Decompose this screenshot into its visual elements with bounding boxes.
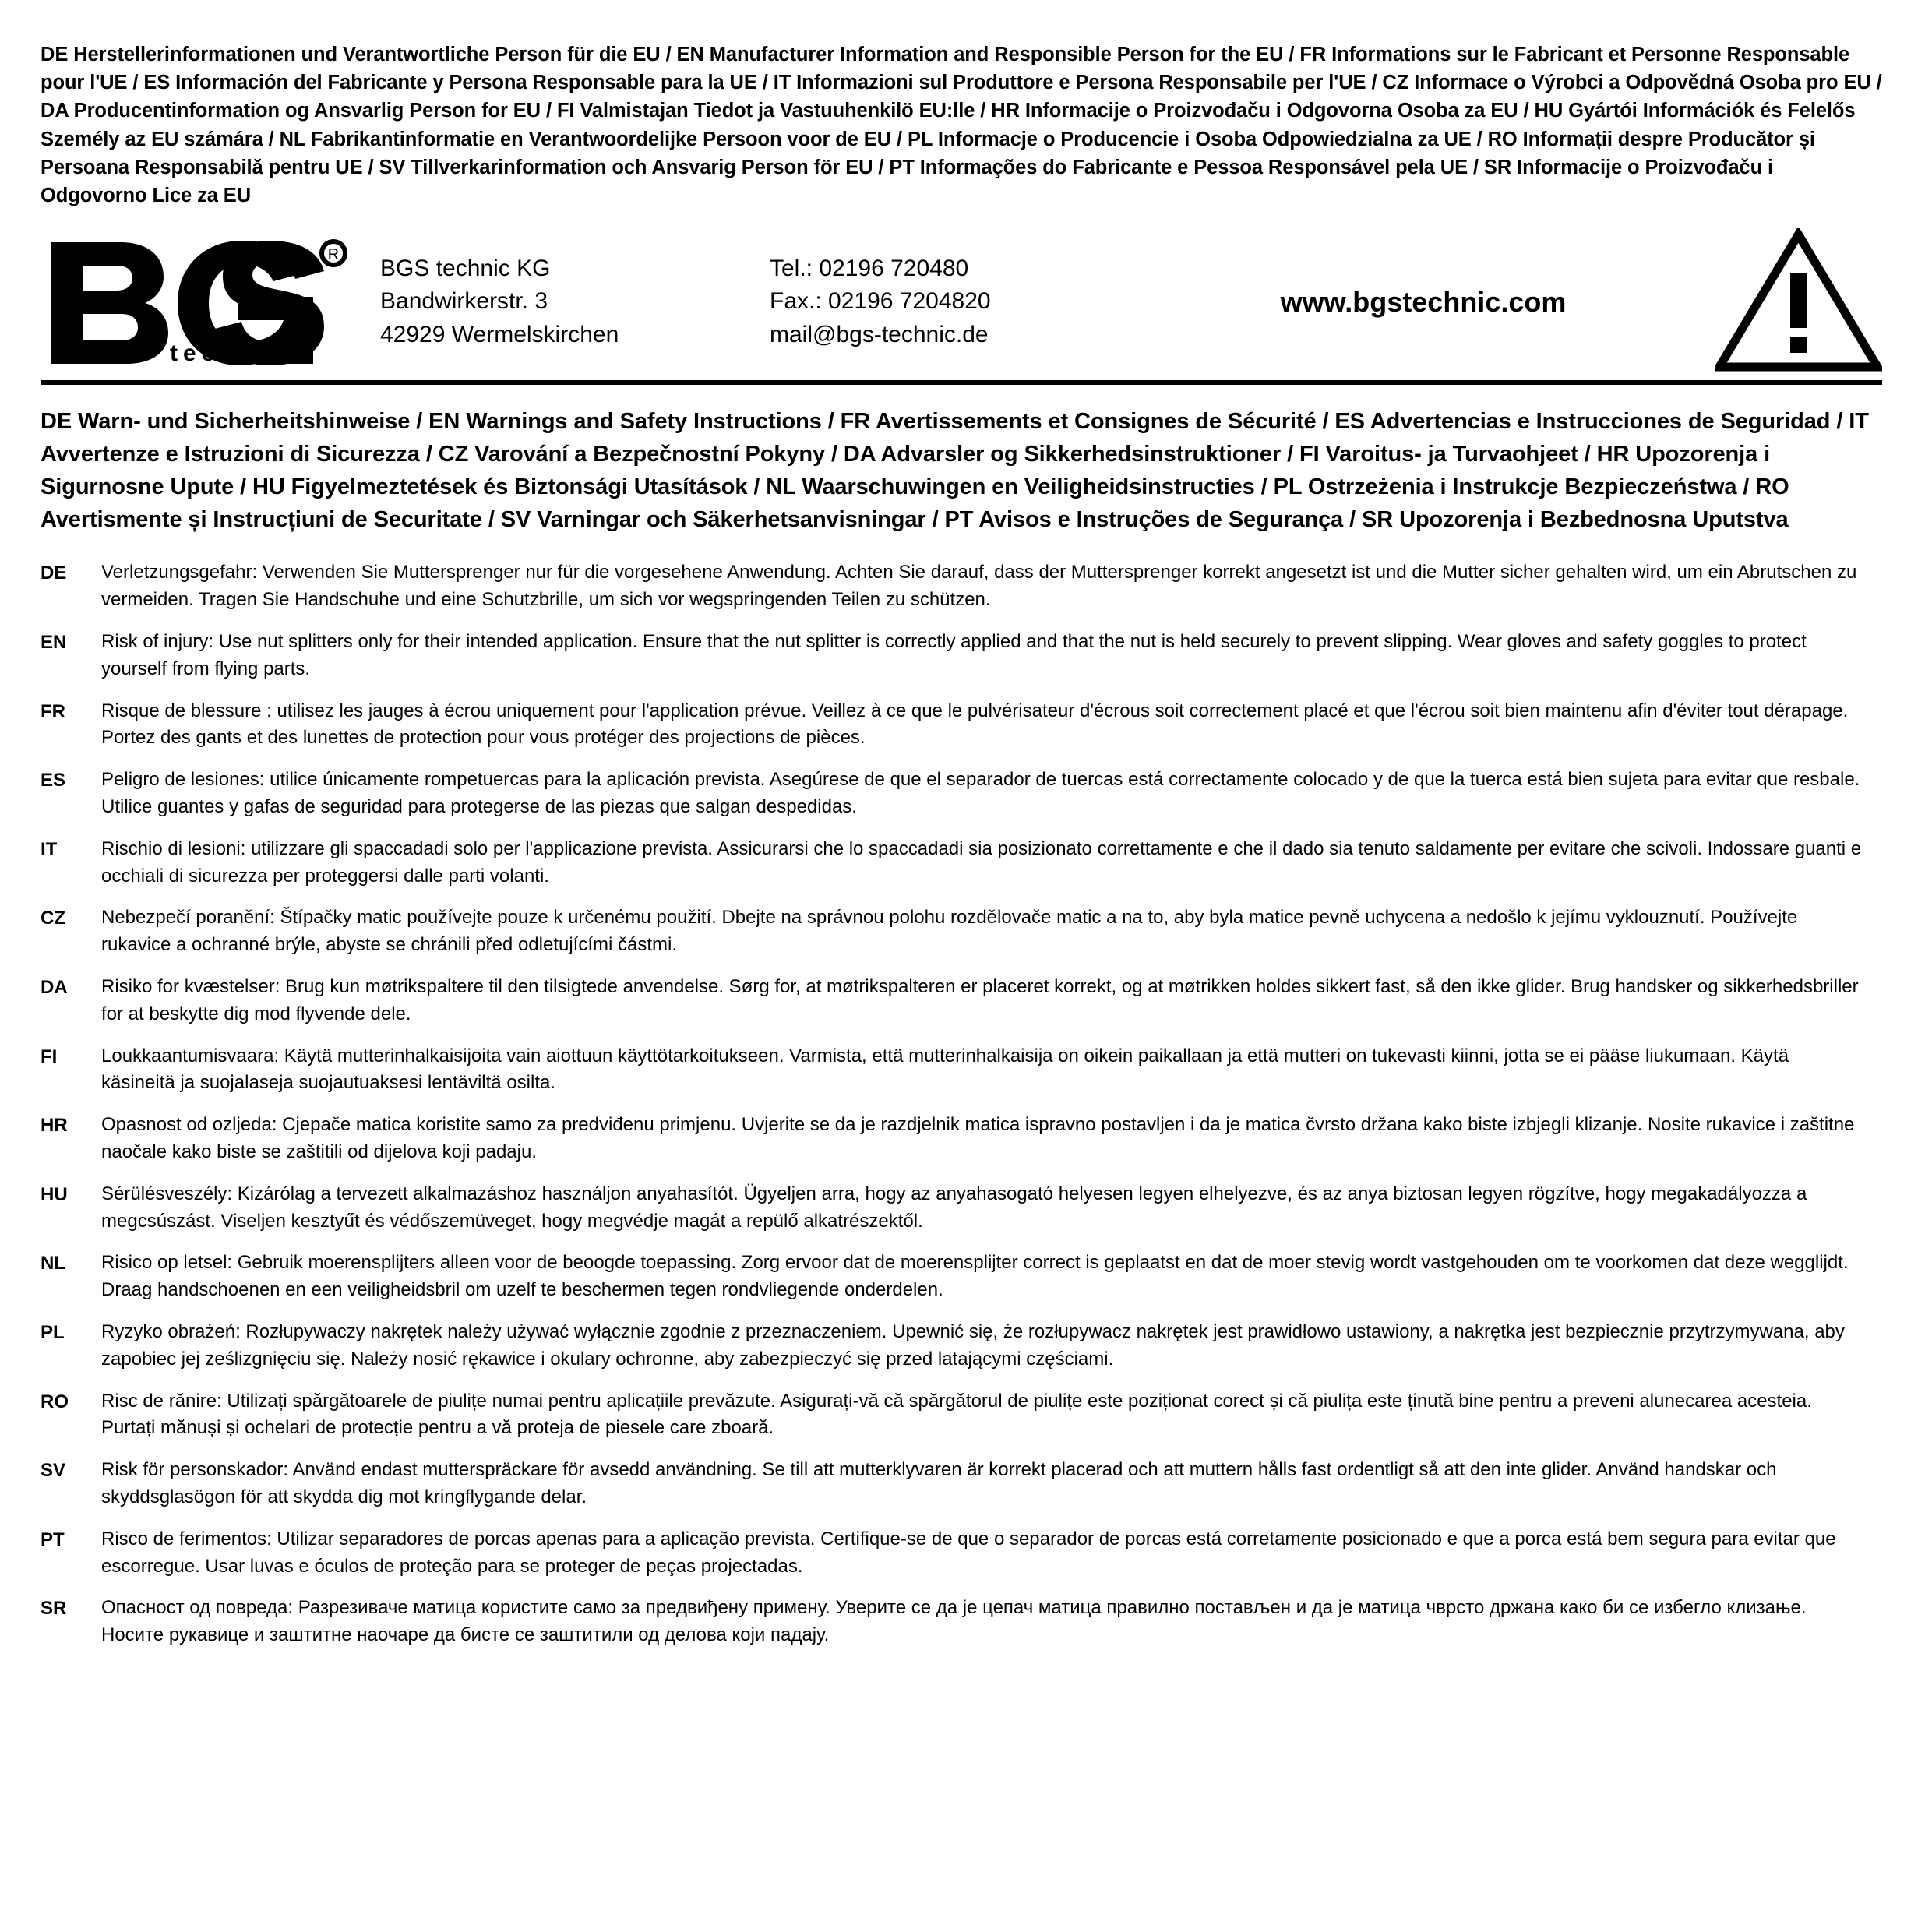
company-info-band xyxy=(41,224,1882,385)
warning-row-fi xyxy=(41,1043,1882,1098)
company-fax: Fax.: 02196 7204820 xyxy=(770,288,991,315)
warning-row-hr xyxy=(41,1112,1882,1166)
company-city: 42929 Wermelskirchen xyxy=(380,322,619,348)
warning-row-fr xyxy=(41,698,1882,753)
language-text: Opasnost od ozljeda: Cjepače matica koristite samo za predviđenu primjenu. Uvjerite se da je razdjelnik matica ispravno postavljen i da je matica čvrsto držana kako biste izbjegli klizanje. Nosite rukavice i zaštitne naočale kako biste se zaštitili od dijelova koji padaju. xyxy=(101,1114,1855,1162)
warning-row-ro xyxy=(41,1388,1882,1443)
company-street: Bandwirkerstr. 3 xyxy=(380,288,548,315)
language-text: Risc de rănire: Utilizați spărgătoarele de piulițe numai pentru aplicațiile prevăzute. Asigurați-vă că spărgătorul de piulițe este poziționat corect și că piulița este ținută bine pentru a preveni alunecarea acesteia. Purtați mănuși și ochelari de protecție pentru a vă proteja de piesele care zboară. xyxy=(101,1390,1812,1439)
bgs-logo-icon xyxy=(45,236,357,365)
language-code: FR xyxy=(41,700,65,722)
svg-text:R: R xyxy=(327,246,340,264)
language-text: Rischio di lesioni: utilizzare gli spaccadadi solo per l'applicazione prevista. Assicurarsi che lo spaccadadi sia posizionato correttamente e che il dado sia tenuto saldamente per evitare che scivoli. Indossare guanti e occhiali di sicurezza per proteggersi dalle parti volanti. xyxy=(101,837,1862,887)
language-code: HU xyxy=(41,1183,68,1205)
language-text: Опасност од повреда: Разрезиваче матица користите само за предвиђену примену. Уверите се да је цепач матица правилно постављен и да је матица чврсто држана како би се избегло клизање. Носите рукавице и заштитне наочаре да бисте се заштитили од делова који падају. xyxy=(101,1597,1807,1646)
warning-triangle xyxy=(1703,228,1882,372)
language-code: FI xyxy=(41,1045,58,1067)
language-text: Nebezpečí poranění: Štípačky matic používejte pouze k určenému použití. Dbejte na správnou polohu rozdělovače matic a na to, aby byla matice pevně uchycena a nedošlo k jejímu vyklouznutí. Používejte rukavice a ochranné brýle, abyste se chránili před odletujícími částmi. xyxy=(101,907,1798,956)
language-code: PL xyxy=(41,1321,65,1343)
warning-row-en xyxy=(41,629,1882,683)
language-text: Risco de ferimentos: Utilizar separadores de porcas apenas para a aplicação prevista. Certifique-se de que o separador de porcas está corretamente posicionado e que a porca está bem segura para evitar que escorregue. Usar luvas e óculos de proteção para se proteger de peças projectadas. xyxy=(101,1528,1836,1577)
language-text: Risque de blessure : utilisez les jauges à écrou uniquement pour l'application prévue. Veillez à ce que le pulvérisateur d'écrous soit correctement placé et que l'écrou soit bien maintenu afin d'éviter tout dérapage. Portez des gants et des lunettes de protection pour vous protéger des projections de pièces. xyxy=(101,700,1849,749)
warning-row-pt xyxy=(41,1526,1882,1581)
warnings-section-title: DE Warn- und Sicherheitshinweise / EN Warnings and Safety Instructions / FR Avertissements et Consignes de Sécurité / ES Advertencias e Instrucciones de Seguridad / IT Avvertenze e Istruzioni di Sicurezza / CZ Varování a Bezpečnostní Pokyny / DA Advarsler og Sikkerhedsinstruktioner / FI Varoitus- ja Turvaohjeet / HR Upozorenja i Sigurnosne Upute / HU Figyelmeztetések és Biztonsági Utasítások / NL Waarschuwingen en Veiligheidsinstructies / PL Ostrzeżenia i Instrukcje Bezpieczeństwa / RO Avertismente și Instrucțiuni de Securitate / SV Varningar och Säkerhetsanvisningar / PT Avisos e Instruções de Segurança / SR Upozorenja i Bezbednosna Uputstva xyxy=(41,409,1869,533)
company-address xyxy=(380,249,770,352)
language-text: Sérülésveszély: Kizárólag a tervezett alkalmazáshoz használjon anyahasítót. Ügyeljen arra, hogy az anyahasogató helyesen legyen elhelyezve, és az anya biztosan legyen rögzítve, hogy megakadályozza a megcsúszást. Viseljen kesztyűt és védőszemüveget, hogy megvédje magát a repülő alkatrészektől. xyxy=(101,1183,1807,1232)
warning-row-es xyxy=(41,767,1882,821)
language-text: Verletzungsgefahr: Verwenden Sie Muttersprenger nur für die vorgesehene Anwendung. Achten Sie darauf, dass der Muttersprenger korrekt angesetzt ist und die Mutter sicher gehalten wird, um ein Abrutschen zu vermeiden. Tragen Sie Handschuhe und eine Schutzbrille, um sich vor wegspringenden Teilen zu schützen. xyxy=(101,562,1857,611)
warning-row-sr xyxy=(41,1595,1882,1649)
company-name: BGS technic KG xyxy=(380,255,551,281)
language-code: SR xyxy=(41,1598,67,1620)
warning-row-da xyxy=(41,974,1882,1028)
language-code: IT xyxy=(41,838,58,860)
warning-row-de xyxy=(41,559,1882,614)
warning-triangle-icon xyxy=(1715,228,1882,372)
language-code: NL xyxy=(41,1253,65,1274)
language-text: Risico op letsel: Gebruik moerensplijters alleen voor de beoogde toepassing. Zorg ervoor dat de moerensplijter correct is geplaatst en dat de moer stevig wordt vastgehouden om te voorkomen dat deze wegglijdt. Draag handschoenen en een veiligheidsbril om uzelf te beschermen tegen rondvliegende onderdelen. xyxy=(101,1252,1849,1301)
logo-technic-text: technic xyxy=(170,340,291,365)
company-email[interactable]: mail@bgs-technic.de xyxy=(770,322,989,348)
language-code: PT xyxy=(41,1528,65,1550)
language-code: DE xyxy=(41,562,67,584)
warning-row-cz xyxy=(41,904,1882,959)
warning-row-sv xyxy=(41,1457,1882,1511)
language-text: Risiko for kvæstelser: Brug kun møtrikspaltere til den tilsigtede anvendelse. Sørg for, at møtrikspalteren er placeret korrekt, og at møtrikken holdes sikkert fast, så den ikke glider. Brug handsker og sikkerhedsbriller for at beskytte dig mod flyvende dele. xyxy=(101,975,1859,1024)
language-code: SV xyxy=(41,1460,66,1482)
language-code: DA xyxy=(41,976,68,998)
warning-row-hu xyxy=(41,1181,1882,1236)
language-text: Risk of injury: Use nut splitters only for their intended application. Ensure that the nut splitter is correctly applied and that the nut is held securely to prevent slipping. Wear gloves and safety goggles to protect yourself from flying parts. xyxy=(101,631,1807,679)
company-contact xyxy=(770,249,1144,352)
language-text: Loukkaantumisvaara: Käytä mutterinhalkaisijoita vain aiottuun käyttötarkoitukseen. Varmista, että mutterinhalkaisija on oikein paikallaan ja että mutteri on tukevasti kiinni, jotta se ei pääse liukumaan. Käytä käsineitä ja suojalaseja suojautuaksesi lentäviltä osilta. xyxy=(101,1045,1789,1094)
company-website[interactable]: www.bgstechnic.com xyxy=(1280,285,1567,318)
language-code: RO xyxy=(41,1391,69,1412)
warning-row-pl xyxy=(41,1319,1882,1373)
language-code: HR xyxy=(41,1115,68,1137)
language-code: EN xyxy=(41,632,67,653)
language-code: ES xyxy=(41,770,66,791)
document-title-multilingual: DE Herstellerinformationen und Verantwortliche Person für die EU / EN Manufacturer Information and Responsible Person for the EU / FR Informations sur le Fabricant et Personne Responsable pour l'UE / ES Información del Fabricante y Persona Responsable para la UE / IT Informazioni sul Produttore e Persona Responsabile per l'UE / CZ Informace o Výrobci a Odpovědná Osoba pro EU / DA Producentinformation og Ansvarlig Person for EU / FI Valmistajan Tiedot ja Vastuuhenkilö EU:lle / HR Informacije o Proizvođaču i Odgovorna Osoba za EU / HU Gyártói Információk és Felelős Személy az EU számára / NL Fabrikantinformatie en Verantwoordelijke Persoon voor de EU / PL Informacje o Producencie i Osoba Odpowiedzialna za UE / RO Informații despre Producător și Persoana Responsabilă pentru UE / SV Tillverkarinformation och Ansvarig Person för EU / PT Informações do Fabricante e Pessoa Responsável pela UE / SR Informacije o Proizvođaču i Odgovorno Lice za EU xyxy=(41,44,1882,207)
language-text: Risk för personskador: Använd endast mutterspräckare för avsedd användning. Se till att mutterklyvaren är korrekt placerad och att muttern hålls fast ordentligt så att den inte glider. Använd handskar och skyddsglasögon för att skydda dig mot kringflygande delar. xyxy=(101,1459,1777,1507)
warning-row-it xyxy=(41,836,1882,890)
bgs-logo xyxy=(41,236,380,365)
language-text: Ryzyko obrażeń: Rozłupywaczy nakrętek należy używać wyłącznie zgodnie z przeznaczeniem. Upewnić się, że rozłupywacz nakrętek jest prawidłowo ustawiony, a nakrętka jest bezpiecznie przytrzymywana, aby zapobiec jej ześlizgnięciu się. Należy nosić rękawice i okulary ochronne, aby zabezpieczyć się przed latającymi częściami. xyxy=(101,1320,1845,1370)
language-code: CZ xyxy=(41,908,65,929)
warning-row-nl xyxy=(41,1250,1882,1304)
warnings-language-list xyxy=(41,559,1882,1649)
company-tel: Tel.: 02196 720480 xyxy=(770,255,969,281)
language-text: Peligro de lesiones: utilice únicamente rompetuercas para la aplicación prevista. Asegúrese de que el separador de tuercas está correctamente colocado y de que la tuerca está bien sujeta para evitar que resbale. Utilice guantes y gafas de seguridad para protegerse de las piezas que salgan despedidas. xyxy=(101,769,1860,817)
